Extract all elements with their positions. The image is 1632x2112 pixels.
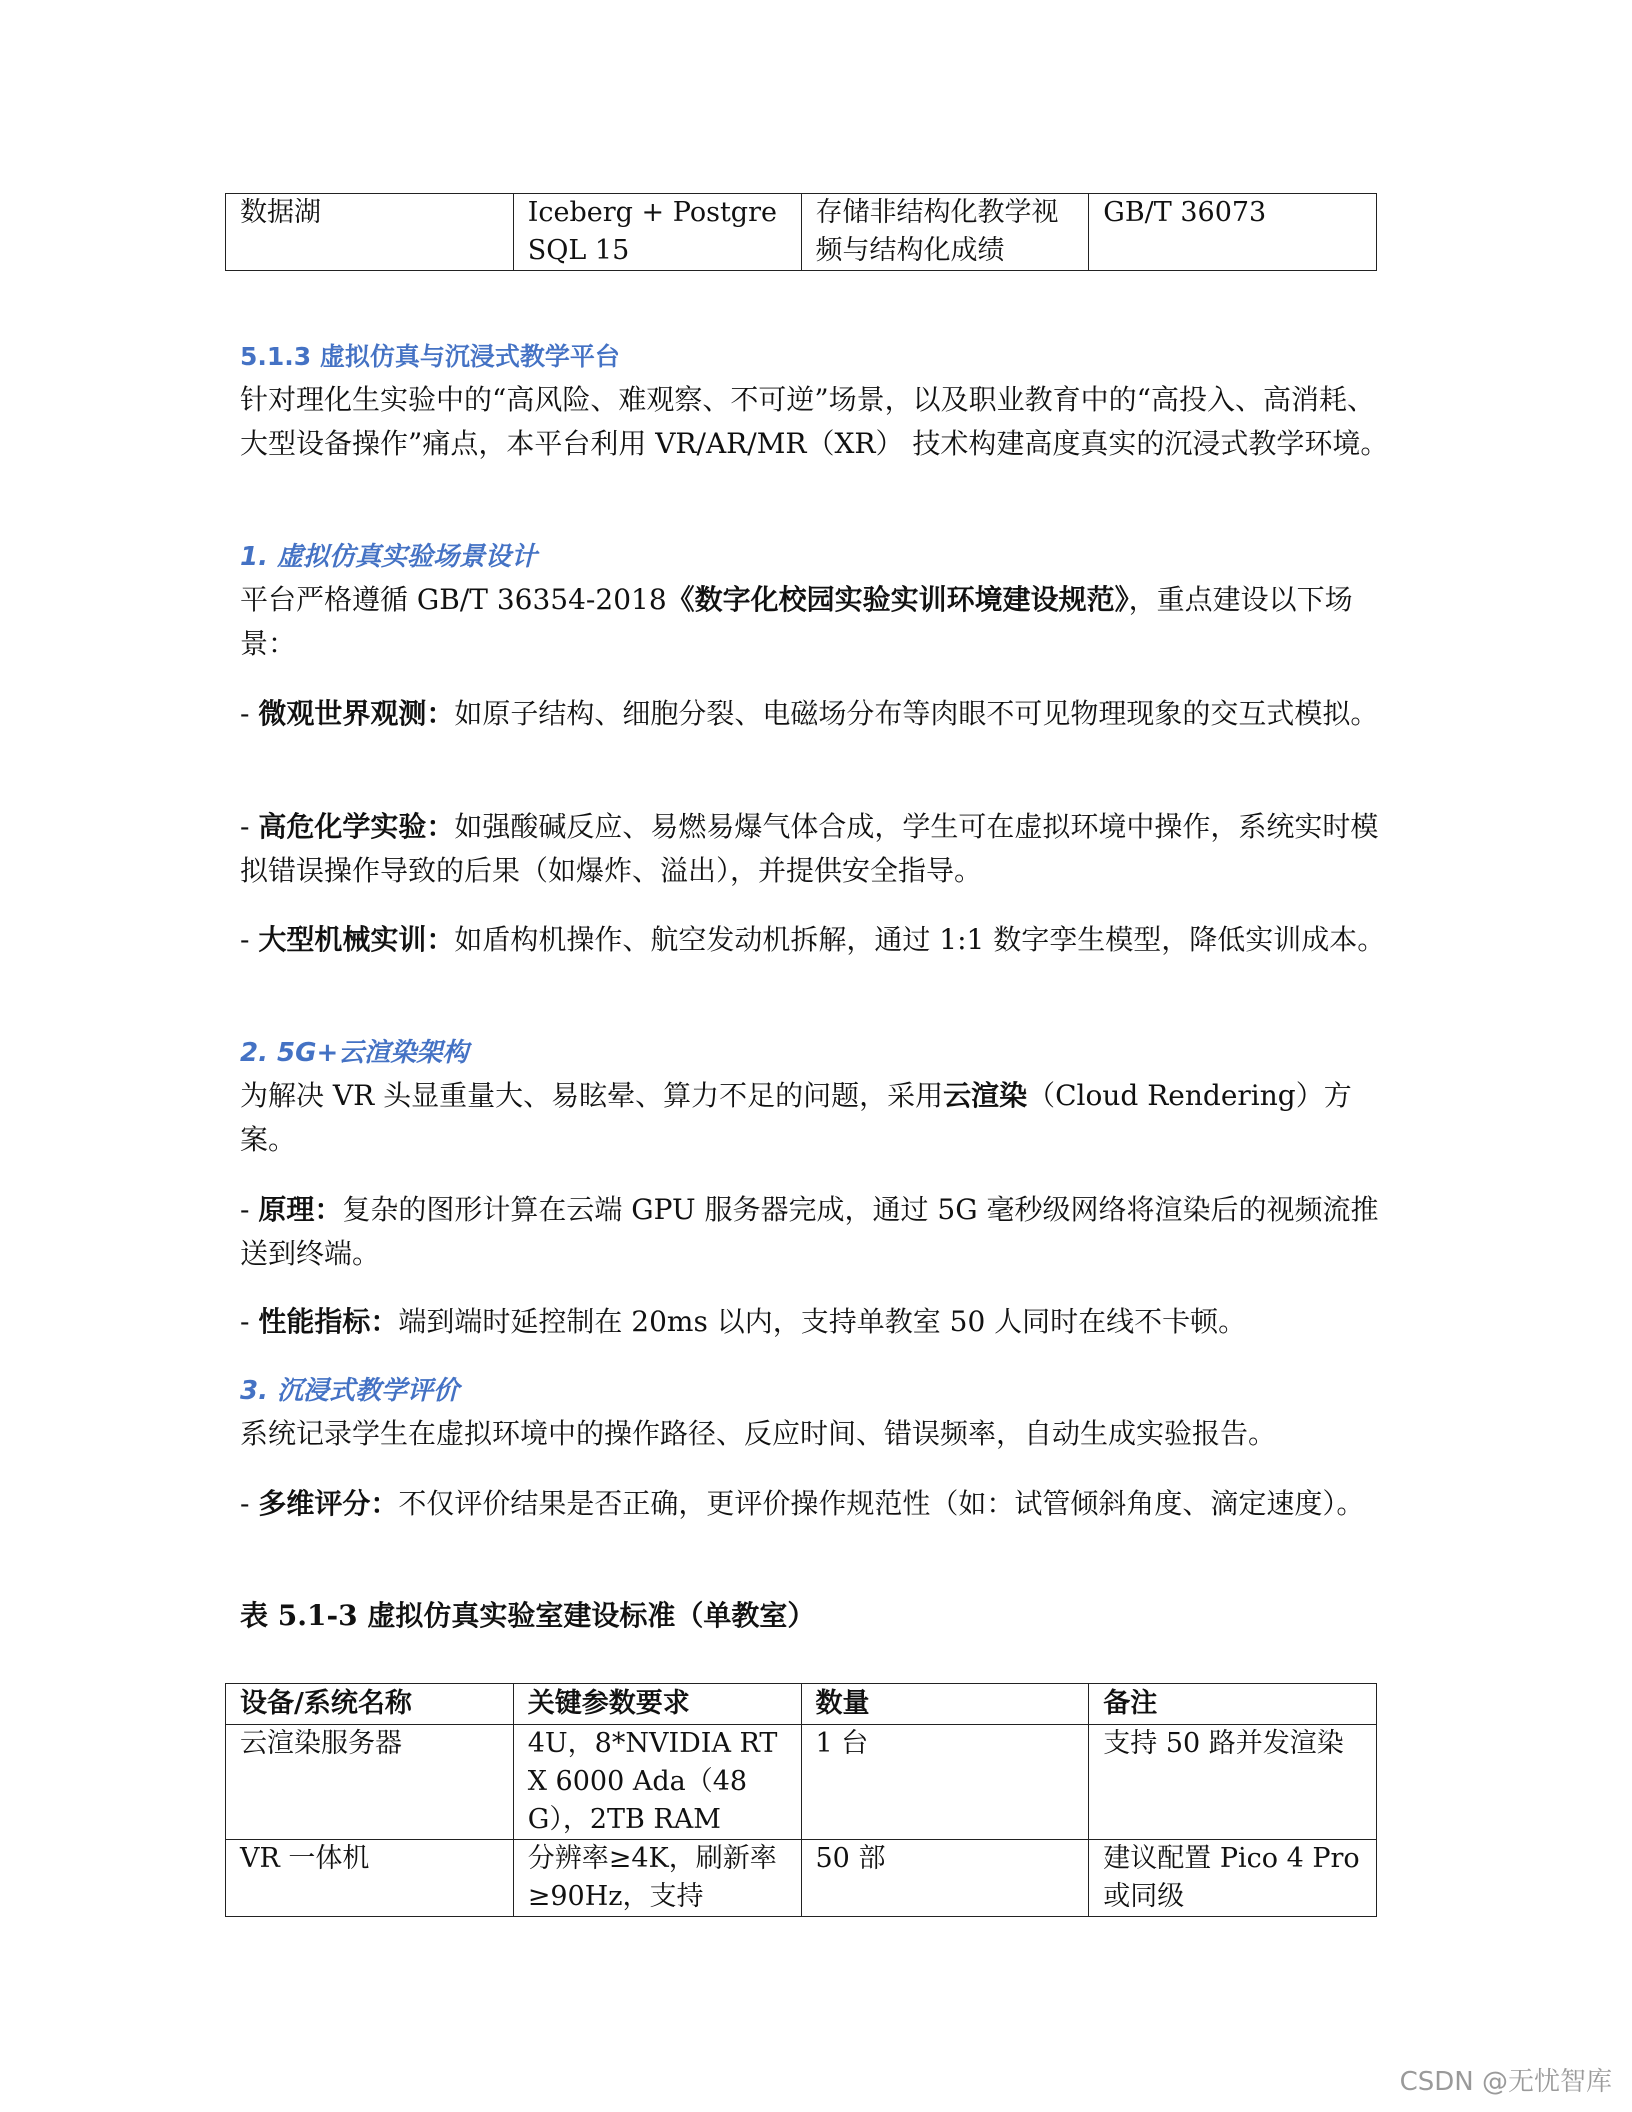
list-item-text: 如强酸碱反应、易燃易爆气体合成，学生可在虚拟环境中操作，系统实时模拟错误操作导致的后果（如爆炸、溢出），并提供安全指导。 bbox=[240, 810, 1379, 887]
list-bullet: - bbox=[240, 697, 259, 730]
table-cell: 50 部 bbox=[801, 1840, 1089, 1917]
column-header: 数量 bbox=[801, 1684, 1089, 1725]
table-caption: 表 5.1-3 虚拟仿真实验室建设标准（单教室） bbox=[240, 1599, 816, 1632]
table-storage-continued bbox=[225, 193, 1377, 271]
cloud-rendering-term: 云渲染 bbox=[943, 1079, 1028, 1112]
list-item-text: 复杂的图形计算在云端 GPU 服务器完成，通过 5G 毫秒级网络将渲染后的视频流推送到终端。 bbox=[240, 1193, 1379, 1270]
list-item bbox=[240, 918, 1390, 962]
list-bullet: - bbox=[240, 923, 259, 956]
list-item-text: 如盾构机操作、航空发动机拆解，通过 1:1 数字孪生模型，降低实训成本。 bbox=[454, 923, 1386, 956]
list-bullet: - bbox=[240, 1305, 259, 1338]
intro-text: 为解决 VR 头显重量大、易眩晕、算力不足的问题，采用 bbox=[240, 1079, 944, 1112]
table-cell: 支持 50 路并发渲染 bbox=[1089, 1725, 1377, 1840]
list-bullet: - bbox=[240, 1487, 259, 1520]
table-cell: 存储非结构化教学视频与结构化成绩 bbox=[801, 194, 1089, 271]
table-cell: 数据湖 bbox=[226, 194, 514, 271]
list-item-label: 原理： bbox=[258, 1193, 343, 1226]
table-cell: 建议配置 Pico 4 Pro 或同级 bbox=[1089, 1840, 1377, 1917]
table-cell: 4U，8*NVIDIA RTX 6000 Ada（48G），2TB RAM bbox=[513, 1725, 801, 1840]
column-header: 备注 bbox=[1089, 1684, 1377, 1725]
table-row bbox=[226, 1725, 1377, 1840]
subsection-3-intro: 系统记录学生在虚拟环境中的操作路径、反应时间、错误频率，自动生成实验报告。 bbox=[240, 1417, 1277, 1450]
column-header: 设备/系统名称 bbox=[226, 1684, 514, 1725]
intro-text: 平台严格遵循 GB/T 36354-2018 bbox=[240, 583, 667, 616]
list-item-label: 高危化学实验： bbox=[258, 810, 455, 843]
table-row bbox=[226, 194, 1377, 271]
list-item-label: 大型机械实训： bbox=[258, 923, 455, 956]
table-cell: 云渲染服务器 bbox=[226, 1725, 514, 1840]
list-item-label: 多维评分： bbox=[258, 1487, 399, 1520]
section-intro: 针对理化生实验中的“高风险、难观察、不可逆”场景，以及职业教育中的“高投入、高消耗、大型设备操作”痛点，本平台利用 VR/AR/MR（XR） 技术构建高度真实的沉浸式教学环境。 bbox=[240, 383, 1389, 460]
table-cell: 1 台 bbox=[801, 1725, 1089, 1840]
table-cell: Iceberg + PostgreSQL 15 bbox=[513, 194, 801, 271]
list-item-text: 如原子结构、细胞分裂、电磁场分布等肉眼不可见物理现象的交互式模拟。 bbox=[454, 697, 1379, 730]
list-bullet: - bbox=[240, 810, 259, 843]
table-header-row bbox=[226, 1684, 1377, 1725]
table-vr-lab-standards bbox=[225, 1683, 1377, 1917]
table-cell: GB/T 36073 bbox=[1089, 194, 1377, 271]
subsection-1-intro bbox=[240, 578, 1390, 666]
intro-text: ，重点建设以下场景： bbox=[240, 583, 1353, 660]
subsection-heading-2: 2. 5G+云渲染架构 bbox=[240, 1038, 469, 1068]
list-item-label: 性能指标： bbox=[258, 1305, 399, 1338]
list-item bbox=[240, 692, 1390, 736]
list-bullet: - bbox=[240, 1193, 259, 1226]
subsection-heading-1: 1. 虚拟仿真实验场景设计 bbox=[240, 542, 538, 572]
table-cell: 分辨率≥4K，刷新率≥90Hz，支持 bbox=[513, 1840, 801, 1917]
watermark: CSDN @无忧智库 bbox=[1399, 2067, 1612, 2097]
section-heading: 5.1.3 虚拟仿真与沉浸式教学平台 bbox=[240, 342, 620, 371]
standard-title: 《数字化校园实验实训环境建设规范》 bbox=[666, 583, 1129, 616]
table-row bbox=[226, 1840, 1377, 1917]
column-header: 关键参数要求 bbox=[513, 1684, 801, 1725]
list-item-text: 不仅评价结果是否正确，更评价操作规范性（如：试管倾斜角度、滴定速度）。 bbox=[398, 1487, 1365, 1520]
intro-text: （Cloud Rendering）方案。 bbox=[240, 1079, 1352, 1156]
list-item bbox=[240, 1482, 1390, 1526]
list-item bbox=[240, 1188, 1390, 1276]
table-cell: VR 一体机 bbox=[226, 1840, 514, 1917]
list-item-text: 端到端时延控制在 20ms 以内，支持单教室 50 人同时在线不卡顿。 bbox=[398, 1305, 1247, 1338]
list-item bbox=[240, 805, 1390, 893]
subsection-2-intro bbox=[240, 1074, 1390, 1162]
list-item bbox=[240, 1300, 1390, 1344]
list-item-label: 微观世界观测： bbox=[258, 697, 455, 730]
subsection-heading-3: 3. 沉浸式教学评价 bbox=[240, 1376, 460, 1406]
